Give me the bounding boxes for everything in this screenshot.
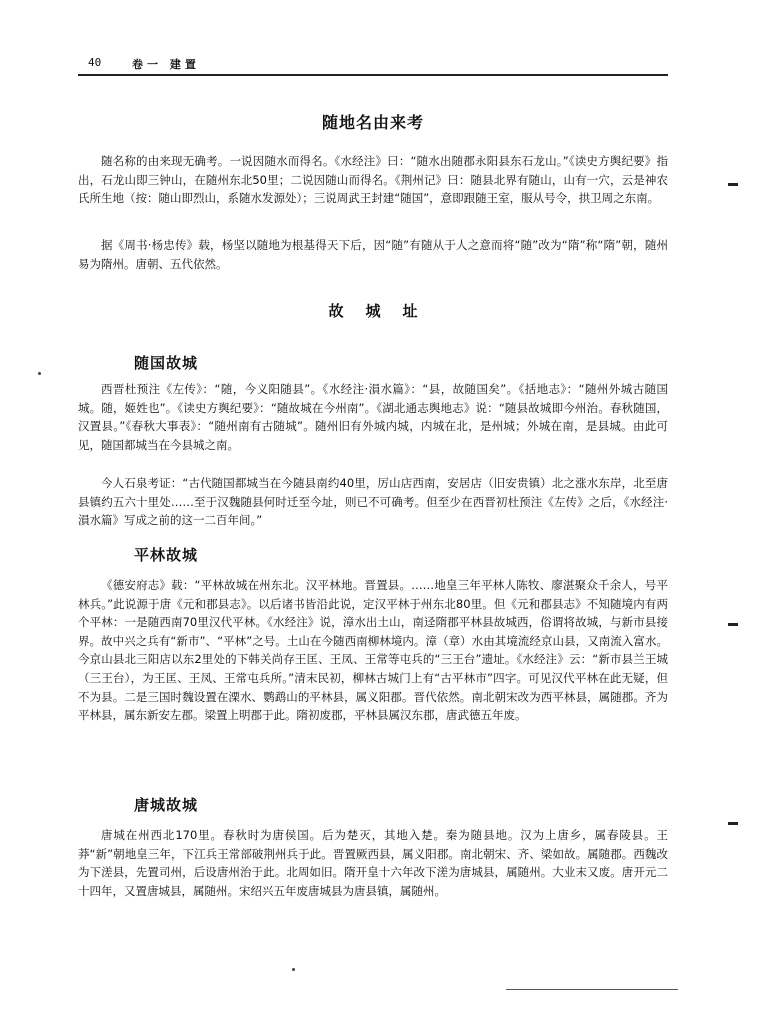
- margin-mark: [728, 183, 738, 186]
- header-rule: [78, 74, 668, 76]
- scan-rule: [506, 989, 678, 990]
- scan-speck: [38, 372, 41, 375]
- page-header: [78, 56, 668, 74]
- scan-speck: [292, 968, 295, 971]
- intro-paragraph-1: 随名称的由来现无确考。一说因随水而得名。《水经注》曰：“随水出随郡永阳县东石龙山。”《读史方舆纪要》指出，石龙山即三钟山，在随州东北50里；二说因随山而得名。《荆州记》曰：随县北界有随山，山有一穴，云是神农氏所生地（按：随山即烈山，系随水发源处）；三说周武王封建“随国”，意即跟随王室，服从号令，拱卫周之东南。: [78, 154, 668, 206]
- pinglin-paragraph: 《德安府志》载：“平林故城在州东北。汉平林地。晋置县。……地皇三年平林人陈牧、廖湛聚众千余人，号平林兵。”此说源于唐《元和郡县志》。以后诸书皆沿此说，定汉平林于州东北80里。但《元和郡县志》不知随境内有两个平林：一是随西南70里汉代平林。《水经注》说，漳水出土山，南迳隋郡平林县故城西，俗谓将故城，与新市县接界。故中兴之兵有“新市”、“平林”之号。土山在今随西南柳林境内。漳（章）水由其境流经京山县，又南流入富水。今京山县北三阳店以东2里处的下韩关尚存王匡、王凤、王常等屯兵的“三王台”遗址。《水经注》云：“新市县兰王城（三王台），为王匡、王凤、王常屯兵所。”清末民初，柳林古城门上有“古平林市”四字。可见汉代平林在此无疑，但不为县。二是三国时魏设置在溧水、鹦鹉山的平林县，属义阳郡。晋代依然。南北朝宋改为西平林县，属随郡。齐为平林县，属东新安左郡。梁置上明郡于此。隋初废郡，平林县属汉东郡，唐武德五年废。: [78, 578, 668, 723]
- suiguo-paragraph-2: 今人石泉考证：“古代随国都城当在今随县南约40里，厉山店西南，安居店（旧安贵镇）北之涨水东岸，北至唐县镇约五六十里处……至于汉魏随县何时迁至今址，则已不可确考。但至少在西晋初杜预注《左传》之后，《水经注·溳水篇》写成之前的这一二百年间。”: [78, 476, 668, 528]
- intro-paragraph-2: 据《周书·杨忠传》载，杨坚以随地为根基得天下后，因“随”有随从于人之意而将“随”改为“隋”称“隋”朝，随州易为隋州。唐朝、五代依然。: [78, 238, 668, 271]
- page-number: 40: [88, 56, 102, 69]
- suiguo-paragraph-1: 西晋杜预注《左传》：“随，今义阳随县”。《水经注·溳水篇》：“县，故随国矣”。《括地志》：“随州外城古随国城。随，姬姓也”。《读史方舆纪要》：“随故城在今州南”。《湖北通志舆地志》说：“随县故城即今州治。春秋随国，汉置县。”《春秋大事表》：“随州南有古随城”。随州旧有外城内城，内城在北，是州城；外城在南，是县城。由此可见，随国都城当在今县城之南。: [78, 382, 668, 452]
- section-title: 故城址: [328, 302, 440, 320]
- main-title: 随地名由来考: [321, 113, 424, 132]
- subheading-tangcheng: 唐城故城: [134, 796, 199, 814]
- subheading-suiguo: 随国故城: [134, 354, 199, 372]
- tangcheng-paragraph: 唐城在州西北170里。春秋时为唐侯国。后为楚灭，其地入楚。秦为随县地。汉为上唐乡，属春陵县。王莽“新”朝地皇三年，下江兵王常部破荆州兵于此。晋置厥西县，属义阳郡。南北朝宋、齐、梁如故。属随郡。西魏改为下溠县，先置司州，后设唐州治于此。北周如旧。隋开皇十六年改下溠为唐城县，属随州。大业末又废。唐开元二十四年，又置唐城县，属随州。宋绍兴五年废唐城县为唐县镇，属随州。: [78, 828, 668, 898]
- margin-mark: [728, 623, 738, 626]
- running-head: 卷一 建置: [132, 58, 200, 71]
- margin-mark: [728, 822, 738, 825]
- subheading-pinglin: 平林故城: [134, 546, 199, 564]
